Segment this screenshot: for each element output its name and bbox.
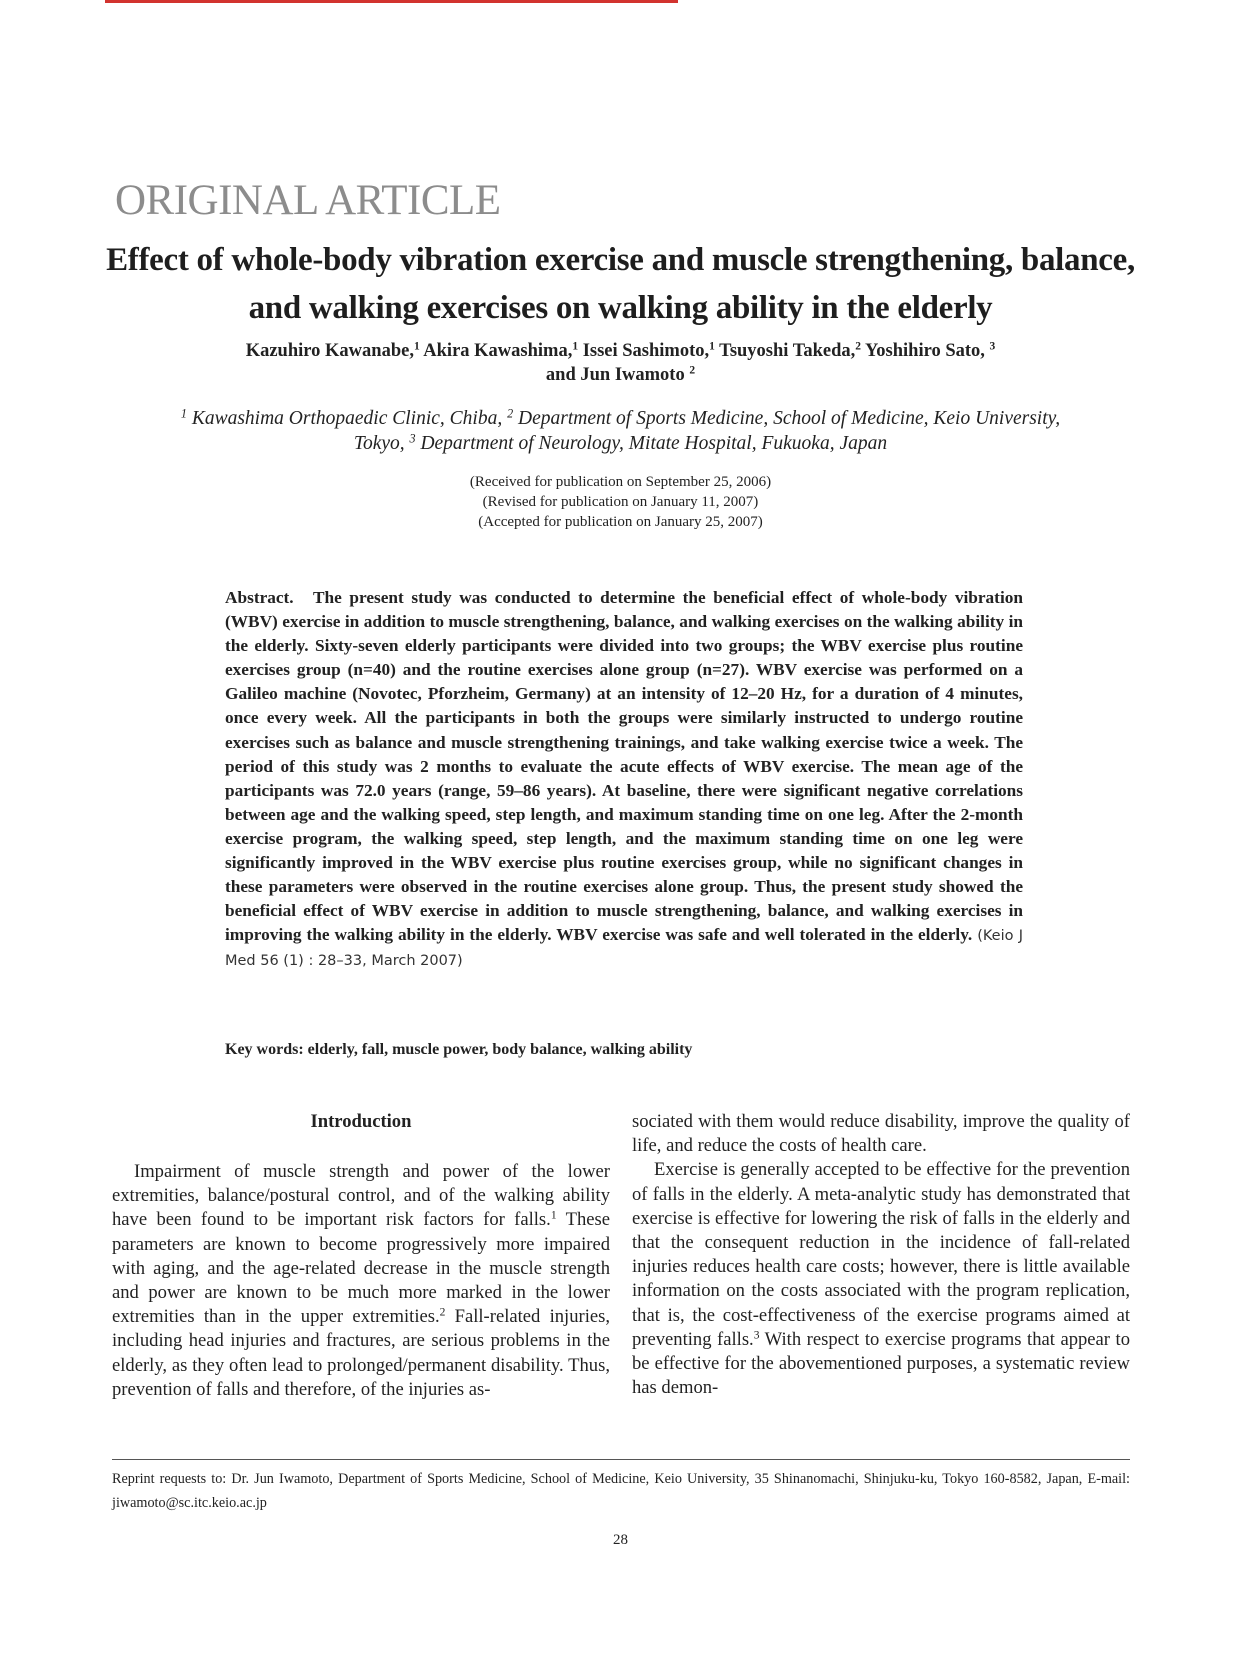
- accepted-date: (Accepted for publication on January 25, 2007): [478, 514, 763, 530]
- reference-marker: 1: [550, 1210, 557, 1223]
- affiliation: Kawashima Orthopaedic Clinic, Chiba,: [191, 408, 503, 429]
- journal-citation: (Keio J Med 56 (1) : 28–33, March 2007): [225, 928, 1023, 970]
- revised-date: (Revised for publication on January 11, 2007): [482, 494, 759, 510]
- author: Tsuyoshi Takeda,$^2$: [719, 340, 862, 361]
- article-title: Effect of whole-body vibration exercise and muscle strengthening, balance, and walking exercises on walking ability in the elderly: [106, 242, 1135, 326]
- top-accent-bar: [105, 0, 678, 3]
- abstract: [225, 586, 1023, 974]
- reference-marker: 2: [439, 1306, 446, 1319]
- body-column-left: [112, 1110, 610, 1402]
- affiliation: Department of Neurology, Mitate Hospital, Fukuoka, Japan: [420, 433, 888, 454]
- section-heading-introduction: Introduction: [310, 1111, 412, 1132]
- keywords: Key words: elderly, fall, muscle power, body balance, walking ability: [225, 1041, 693, 1058]
- section-label: ORIGINAL ARTICLE: [115, 177, 501, 224]
- author: Akira Kawashima,$^1$: [423, 340, 579, 361]
- author-list: [160, 339, 1081, 387]
- abstract-label: Abstract.: [225, 588, 294, 607]
- reprint-footnote: Reprint requests to: Dr. Jun Iwamoto, Department of Sports Medicine, School of Medicine, Keio University, 35 Shinanomachi, Shinjuku-ku, Tokyo 160-8582, Japan, E-mail: jiwamoto@sc.itc.keio.ac.jp: [112, 1471, 1130, 1511]
- affiliation: Department of Sports Medicine, School of Medicine, Keio University, Tokyo,: [353, 408, 1061, 454]
- author: Kazuhiro Kawanabe,$^1$: [245, 340, 420, 361]
- received-date: (Received for publication on September 25, 2006): [469, 474, 772, 490]
- reference-marker: 3: [753, 1329, 760, 1342]
- author: Yoshihiro Sato, $^3$: [864, 340, 996, 361]
- paragraph: Exercise is generally accepted to be effective for the prevention of falls in the elderly. A meta-analytic study has demonstrated that exercise is effective for lowering the risk of falls in the elderly and that the consequent reduction in the incidence of fall-related injuries reduces health care costs; however, there is little available information on the costs associated with the program replication, that is, the cost-effectiveness of the exercise programs aimed at preventing falls.$^3$ With respect to exercise programs that appear to be effective for the abovementioned purposes, a systematic review has demon-: [632, 1159, 1130, 1399]
- author: Issei Sashimoto,$^1$: [582, 340, 715, 361]
- paragraph: sociated with them would reduce disability, improve the quality of life, and reduce the costs of health care.: [632, 1111, 1130, 1157]
- paragraph: Impairment of muscle strength and power of the lower extremities, balance/postural control, and of the walking ability have been found to be important risk factors for falls.$^1$ These parameters are known to become progressively more impaired with aging, and the age-related decrease in the muscle strength and power are known to be much more marked in the lower extremities than in the upper extremities.$^2$ Fall-related injuries, including head injuries and fractures, are serious problems in the elderly, as they often lead to prolonged/permanent disability. Thus, prevention of falls and therefore, of the injuries as-: [112, 1161, 610, 1400]
- abstract-text: The present study was conducted to determine the beneficial effect of whole-body vibration (WBV) exercise in addition to muscle strengthening, balance, and walking exercises on the walking ability in the elderly. Sixty-seven elderly participants were divided into two groups; the WBV exercise plus routine exercises group (n=40) and the routine exercises alone group (n=27). WBV exercise was performed on a Galileo machine (Novotec, Pforzheim, Germany) at an intensity of 12–20 Hz, for a duration of 4 minutes, once every week. All the participants in both the groups were similarly instructed to undergo routine exercises such as balance and muscle strengthening trainings, and take walking exercise twice a week. The period of this study was 2 months to evaluate the acute effects of WBV exercise. The mean age of the participants was 72.0 years (range, 59–86 years). At baseline, there were significant negative correlations between age and the walking speed, step length, and maximum standing time on one leg. After the 2-month exercise program, the walking speed, step length, and the maximum standing time on one leg were significantly improved in the WBV exercise plus routine exercises group, while no significant changes in these parameters were observed in the routine exercises alone group. Thus, the present study showed the beneficial effect of WBV exercise in addition to muscle strengthening, balance, and walking exercises in improving the walking ability in the elderly. WBV exercise was safe and well tolerated in the elderly.: [225, 588, 1023, 945]
- body-column-right: [632, 1110, 1130, 1400]
- footnote-divider: [112, 1459, 1130, 1460]
- author: and Jun Iwamoto $^2$: [545, 364, 696, 385]
- page-number: 28: [613, 1532, 628, 1548]
- affiliations: $^1$ Kawashima Orthopaedic Clinic, Chiba, $^2$ Department of Sports Medicine, School of Medicine, Keio University, Tokyo, $^3$ Department of Neurology, Mitate Hospital, Fukuoka, Japan: [180, 406, 1061, 454]
- publication-dates: [300, 472, 941, 532]
